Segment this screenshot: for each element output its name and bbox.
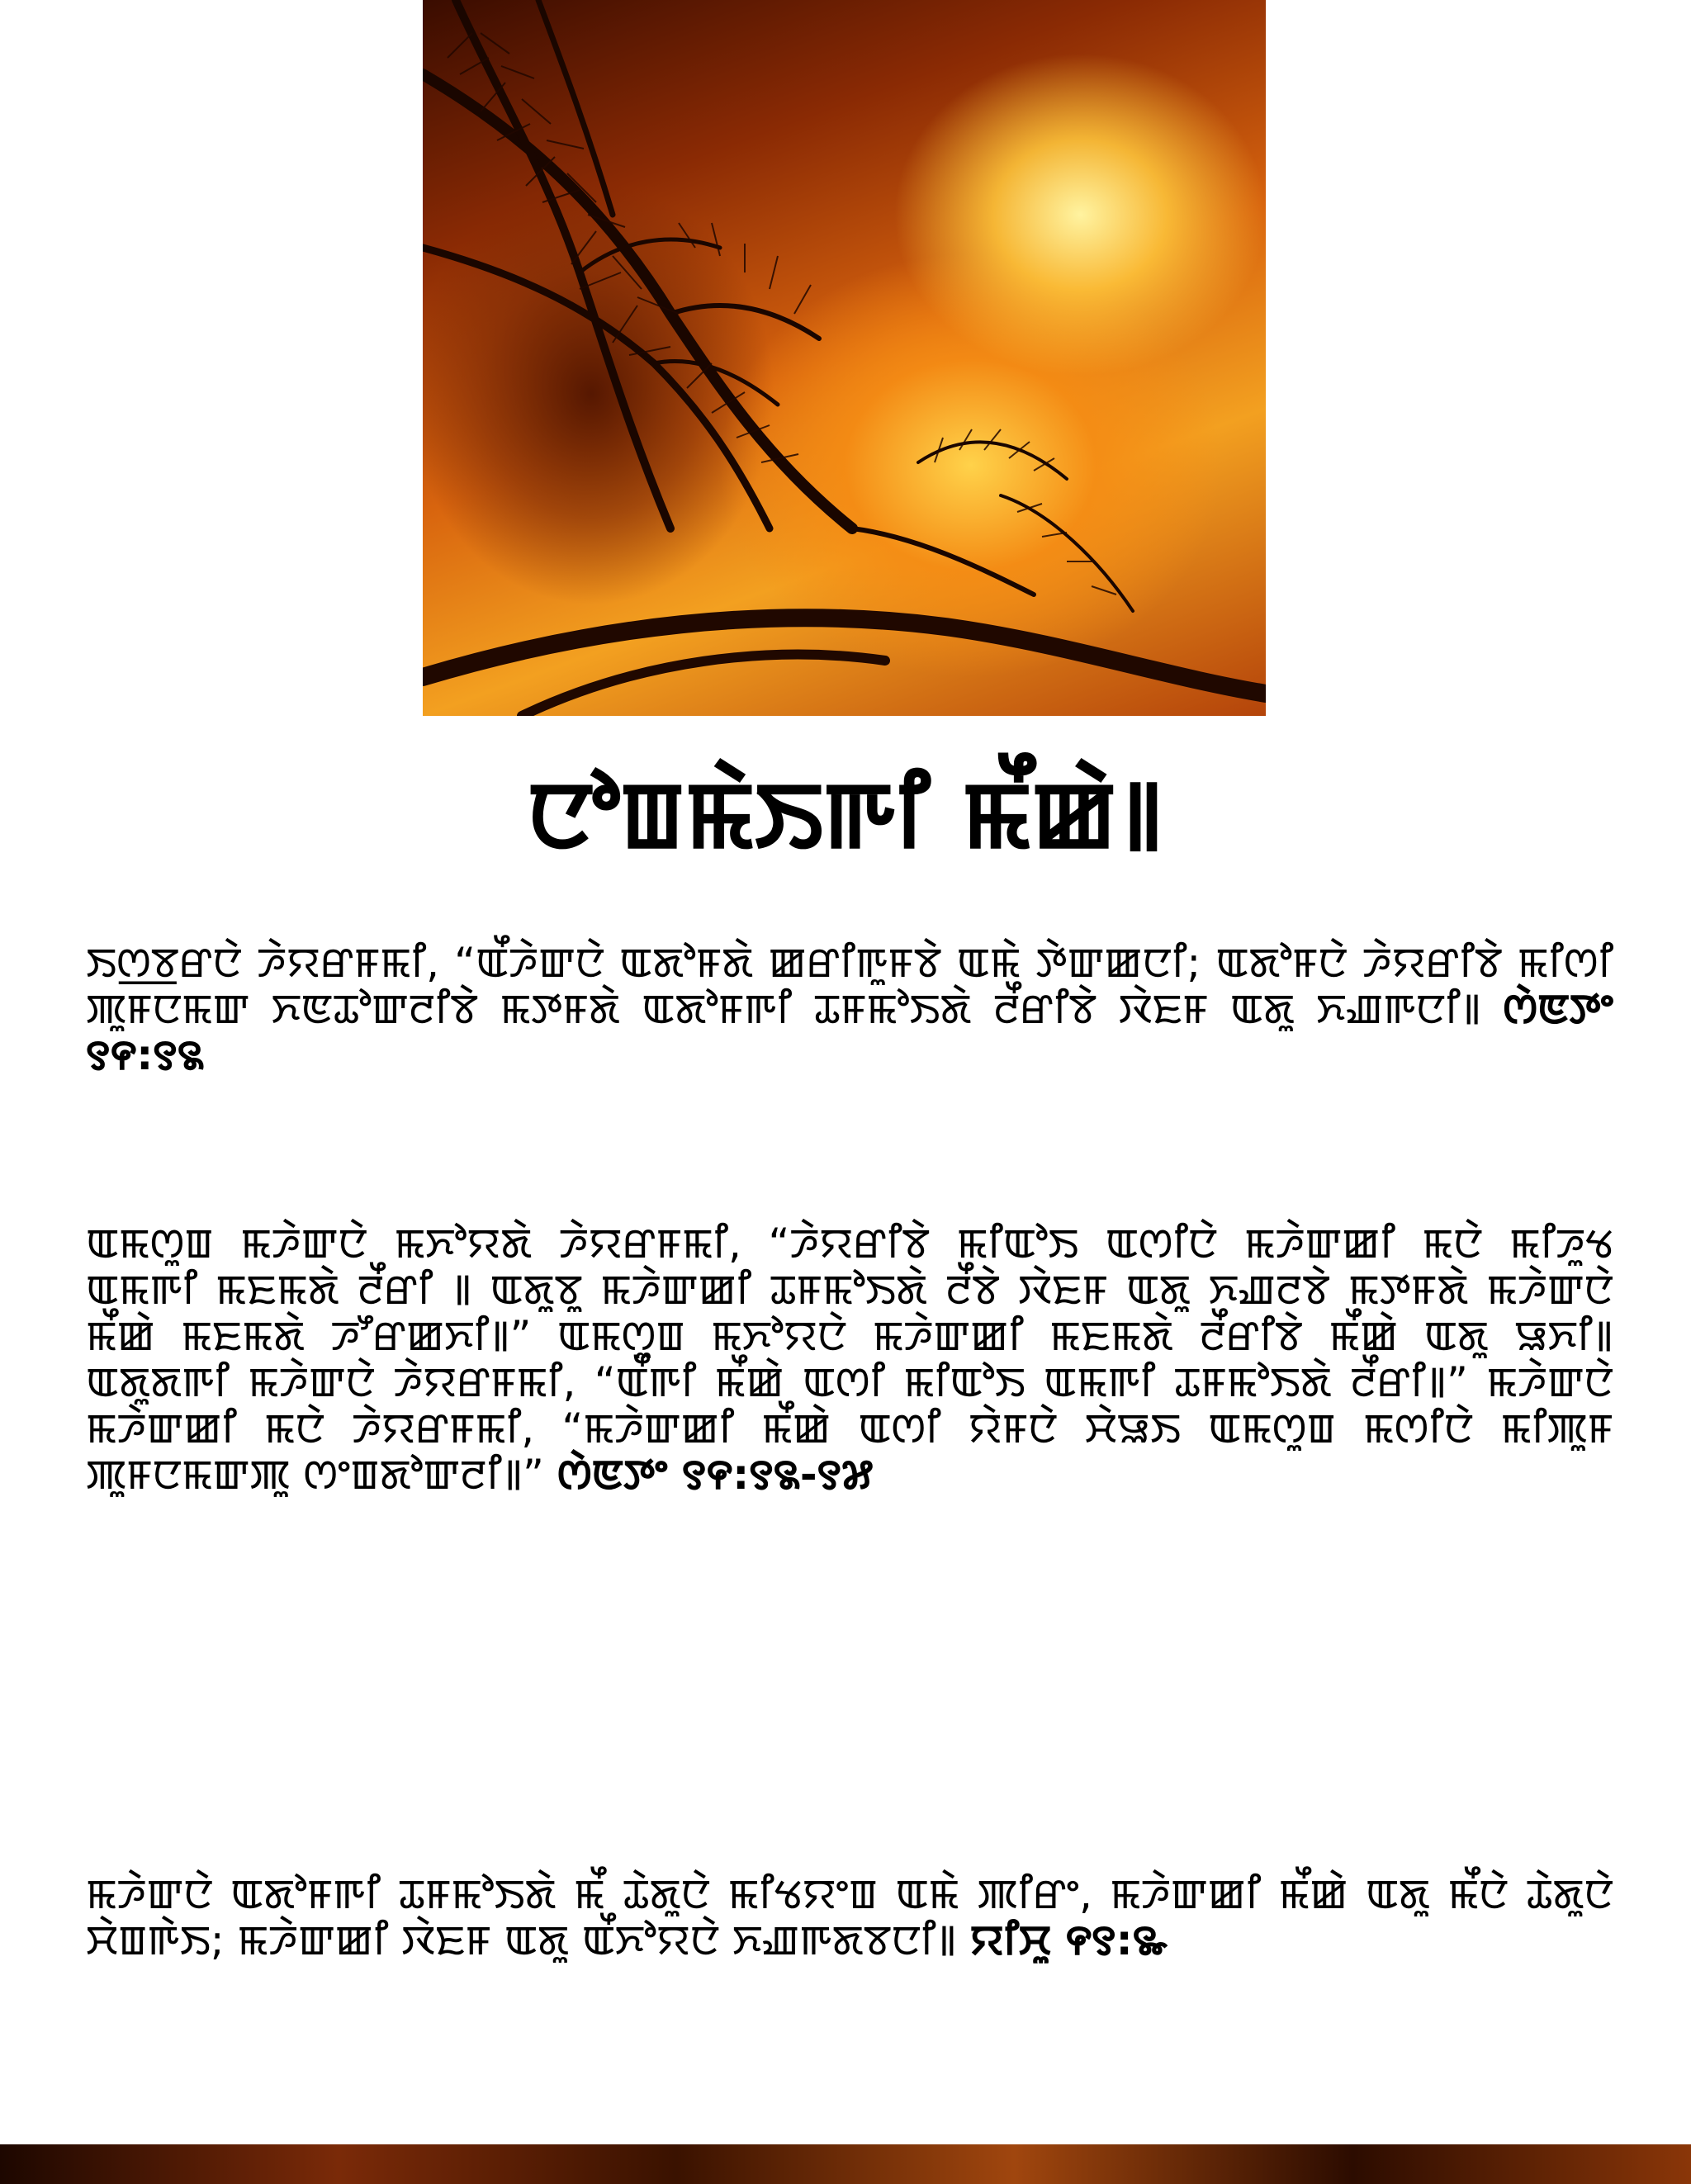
- footer-fire-strip: [0, 2144, 1691, 2184]
- scripture-reference: ꯁꯥꯟꯇꯦ ꯱꯵:꯱꯲: [86, 985, 1613, 1079]
- paragraph-text: ꯏꯁ꯭ꯕꯔꯅꯥ ꯍꯥꯌꯔꯝꯃꯤ, “ꯑꯩꯍꯥꯛꯅꯥ ꯑꯗꯣꯝꯗꯥ ꯀꯔꯤꯒꯨꯝꯕꯥ ꯑꯃꯥ ꯇꯥꯛꯀꯅꯤ; ꯑꯗꯣꯝꯅꯥ ꯍꯥꯌꯔꯤꯕꯥ ꯃꯤꯁꯤ ꯄꯨꯝꯅꯃꯛ ꯈꯟꯊꯣꯛꯂꯤꯕꯥ ꯃꯇꯝꯗꯥ ꯑꯗꯣꯝꯒꯤ ꯊꯝꯃꯣꯏꯗꯥ ꯂꯩꯔꯤꯕꯥ ꯋꯥꯐꯝ ꯑꯗꯨ ꯈꯉꯒꯅꯤ꯫: [86, 939, 1613, 1033]
- paragraph-2: [86, 1220, 1613, 1498]
- paragraph-1: [86, 940, 1613, 1078]
- page-title: ꯅꯣꯡꯃꯥꯏꯒꯤ ꯃꯩꯀꯥ꯫: [527, 762, 1164, 869]
- tree-silhouette: [423, 0, 1266, 716]
- fire-image: [423, 0, 1266, 716]
- scripture-reference: ꯌꯤꯆꯨ ꯵꯱:꯳: [969, 1916, 1168, 1964]
- paragraph-text: ꯃꯍꯥꯛꯅꯥ ꯑꯗꯣꯝꯒꯤ ꯊꯝꯃꯣꯏꯗꯥ ꯃꯩ ꯊꯥꯗꯨꯅꯥ ꯃꯤꯠꯌꯦꯡ ꯑꯃꯥ ꯄꯤꯔꯦ, ꯃꯍꯥꯛꯀꯤ ꯃꯩꯀꯥ ꯑꯗꯨ ꯃꯩꯅꯥ ꯊꯥꯗꯨꯅꯥ ꯆꯥꯡꯒꯥꯏ; ꯃꯍꯥꯛꯀꯤ ꯋꯥꯐꯝ ꯑꯗꯨ ꯑꯩꯈꯣꯌꯅꯥ ꯈꯉꯒꯗꯕꯅꯤ꯫: [86, 1870, 1613, 1964]
- paragraph-text: ꯑꯃꯁꯨꯡ ꯃꯍꯥꯛꯅꯥ ꯃꯈꯣꯌꯗꯥ ꯍꯥꯌꯔꯝꯃꯤ, “ꯍꯥꯌꯔꯤꯕꯥ ꯃꯤꯑꯣꯏ ꯑꯁꯤꯅꯥ ꯃꯍꯥꯛꯀꯤ ꯃꯅꯥ ꯃꯤꯍꯨꯠ ꯑꯃꯒꯤ ꯃꯐꯃꯗꯥ ꯂꯩꯔꯤ ꯫ ꯑꯗꯨꯕꯨ ꯃꯍꯥꯛꯀꯤ ꯊꯝꯃꯣꯏꯗꯥ ꯂꯩꯕꯥ ꯋꯥꯐꯝ ꯑꯗꯨ ꯈꯉꯂꯕꯥ ꯃꯇꯝꯗꯥ ꯃꯍꯥꯛꯅꯥ ꯃꯩꯀꯥ ꯃꯐꯃꯗꯥ ꯍꯧꯔꯀꯈꯤ꯫” ꯑꯃꯁꯨꯡ ꯃꯈꯣꯌꯅꯥ ꯃꯍꯥꯛꯀꯤ ꯃꯐꯃꯗꯥ ꯂꯩꯔꯤꯕꯥ ꯃꯩꯀꯥ ꯑꯗꯨ ꯎꯈꯤ꯫ ꯑꯗꯨꯗꯒꯤ ꯃꯍꯥꯛꯅꯥ ꯍꯥꯌꯔꯝꯃꯤ, “ꯑꯩꯒꯤ ꯃꯩꯀꯥ ꯑꯁꯤ ꯃꯤꯑꯣꯏ ꯑꯃꯒꯤ ꯊꯝꯃꯣꯏꯗꯥ ꯂꯩꯔꯤ꯫” ꯃꯍꯥꯛꯅꯥ ꯃꯍꯥꯛꯀꯤ ꯃꯅꯥ ꯍꯥꯌꯔꯝꯃꯤ, “ꯃꯍꯥꯛꯀꯤ ꯃꯩꯀꯥ ꯑꯁꯤ ꯌꯥꯝꯅꯥ ꯆꯥꯎꯏ ꯑꯃꯁꯨꯡ ꯃꯁꯤꯅꯥ ꯃꯤꯄꯨꯝ ꯄꯨꯝꯅꯃꯛꯄꯨ ꯁꯦꯡꯗꯣꯛꯂꯤ꯫”: [86, 1220, 1613, 1499]
- paragraph-3: [86, 1871, 1613, 1964]
- scripture-reference: ꯁꯥꯟꯇꯦ ꯱꯵:꯱꯲-꯱꯷: [557, 1451, 874, 1499]
